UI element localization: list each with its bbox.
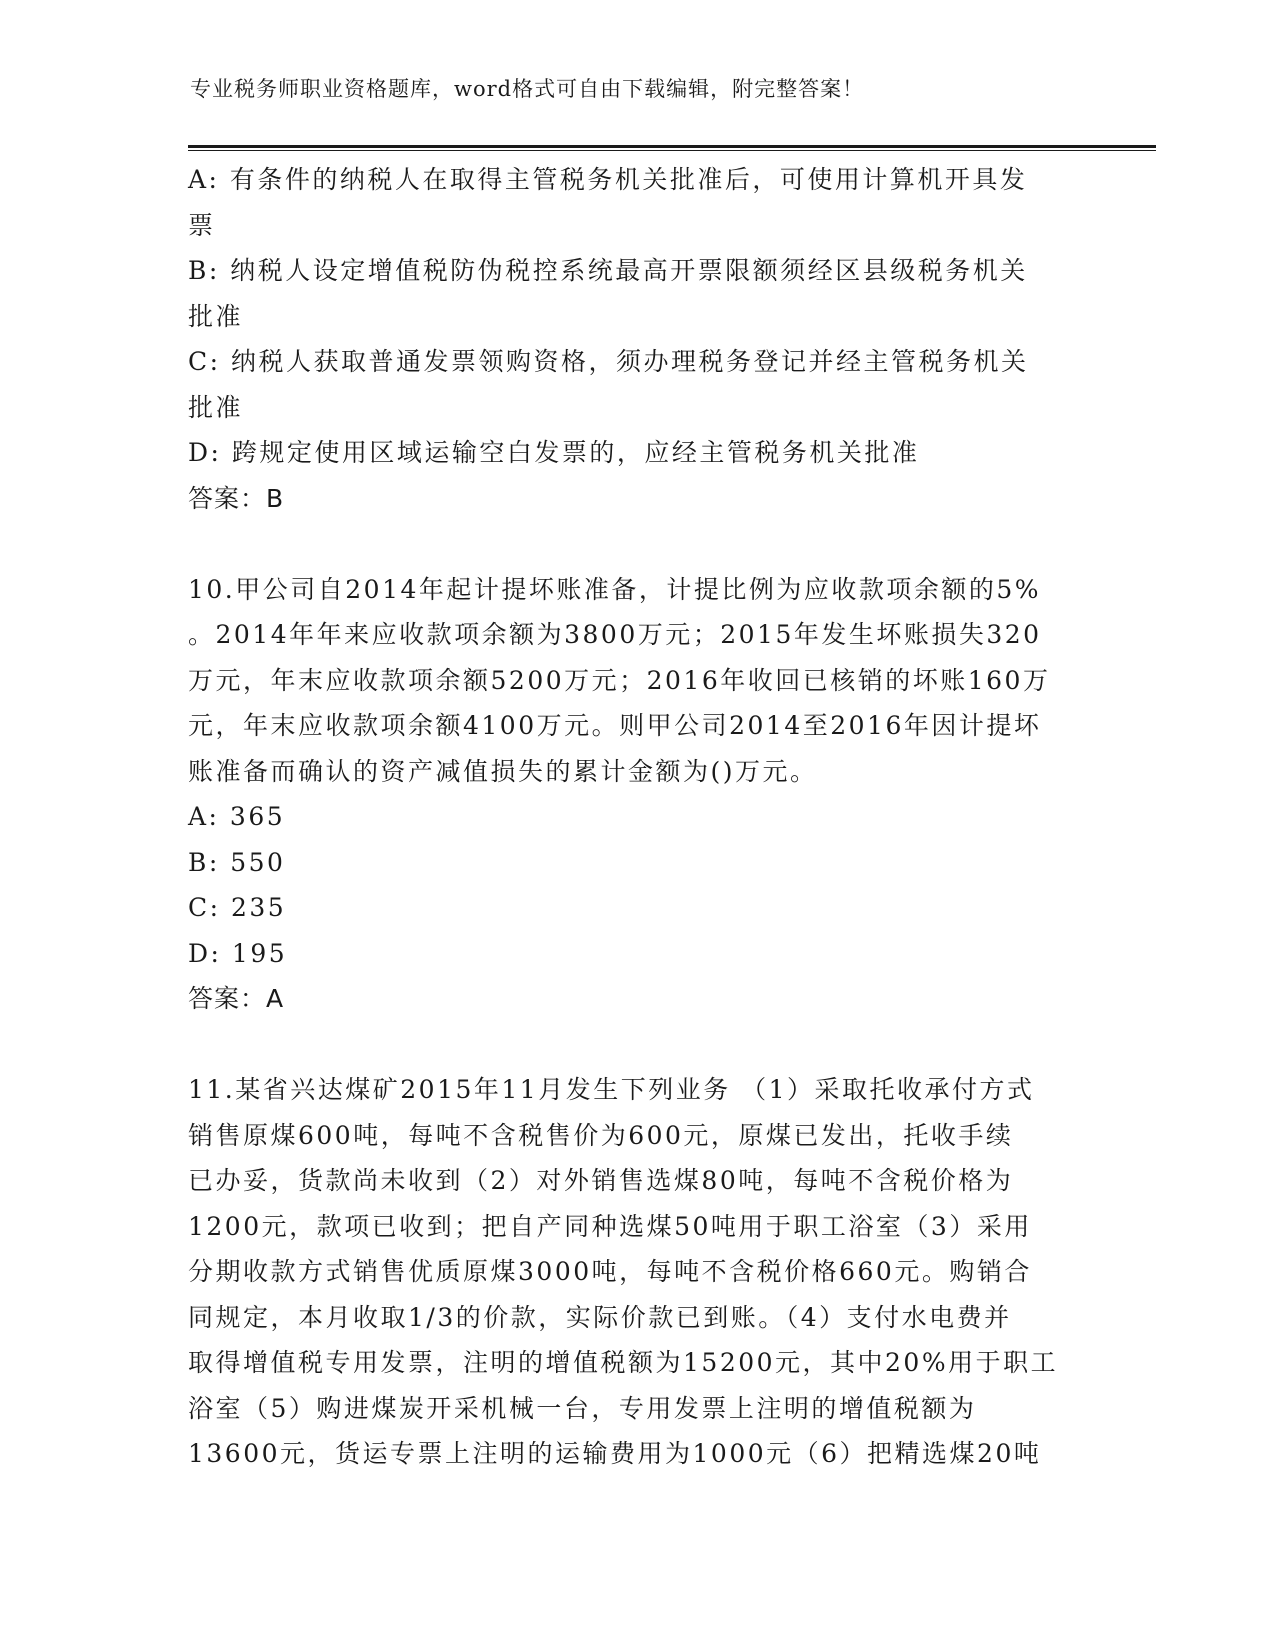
option-a: A: 365 xyxy=(188,802,286,831)
question-10-answer: 答案：A xyxy=(188,984,285,1013)
question-9-options xyxy=(188,157,1088,476)
option-c: C: 235 xyxy=(188,893,287,922)
stem-line: 同规定，本月收取1/3的价款，实际价款已到账。（4）支付水电费并 xyxy=(188,1302,1012,1332)
stem-line: 浴室（5）购进煤炭开采机械一台，专用发票上注明的增值税额为 xyxy=(188,1393,977,1423)
option-b-line-2: 批准 xyxy=(188,301,244,331)
stem-line: 元，年末应收款项余额4100万元。则甲公司2014至2016年因计提坏 xyxy=(188,711,1042,740)
stem-line: 13600元，货运专票上注明的运输费用为1000元（6）把精选煤20吨 xyxy=(188,1439,1042,1468)
option-b: B: 550 xyxy=(188,847,286,877)
stem-line: 。2014年年来应收款项余额为3800万元；2015年发生坏账损失320 xyxy=(188,620,1042,649)
stem-line: 账准备而确认的资产减值损失的累计金额为()万元。 xyxy=(188,756,818,786)
option-d: D: 195 xyxy=(188,938,288,968)
spacer xyxy=(188,521,1088,567)
stem-line: 销售原煤600吨，每吨不含税售价为600元，原煤已发出，托收手续 xyxy=(188,1120,1014,1150)
stem-line: 万元，年末应收款项余额5200万元；2016年收回已核销的坏账160万 xyxy=(188,665,1051,695)
question-9-answer: 答案：B xyxy=(188,483,285,513)
option-d-line-1: D: 跨规定使用区域运输空白发票的，应经主管税务机关批准 xyxy=(188,438,920,467)
header-note: 专业税务师职业资格题库，word格式可自由下载编辑，附完整答案！ xyxy=(190,77,865,101)
stem-line: 1200元，款项已收到；把自产同种选煤50吨用于职工浴室（3）采用 xyxy=(188,1211,1032,1241)
option-c-line-2: 批准 xyxy=(188,392,244,422)
stem-line: 10.甲公司自2014年起计提坏账准备，计提比例为应收款项余额的5% xyxy=(188,574,1042,604)
question-10-stem xyxy=(188,567,1088,795)
option-b-line-1: B: 纳税人设定增值税防伪税控系统最高开票限额须经区县级税务机关 xyxy=(188,256,1028,285)
question-content xyxy=(188,157,1088,1477)
stem-line: 已办妥，货款尚未收到（2）对外销售选煤80吨，每吨不含税价格为 xyxy=(188,1166,1014,1195)
question-10-options xyxy=(188,794,1088,976)
question-11-stem xyxy=(188,1067,1088,1477)
option-a-line-2: 票 xyxy=(188,210,216,240)
header-rule-thin xyxy=(188,150,1156,151)
header-rule-thick xyxy=(188,145,1156,148)
stem-line: 取得增值税专用发票，注明的增值税额为15200元，其中20%用于职工 xyxy=(188,1348,1059,1377)
spacer xyxy=(188,1022,1088,1068)
stem-line: 11.某省兴达煤矿2015年11月发生下列业务 （1）采取托收承付方式 xyxy=(188,1075,1035,1104)
option-a-line-1: A: 有条件的纳税人在取得主管税务机关批准后，可使用计算机开具发 xyxy=(188,165,1028,194)
stem-line: 分期收款方式销售优质原煤3000吨，每吨不含税价格660元。购销合 xyxy=(188,1257,1032,1286)
option-c-line-1: C: 纳税人获取普通发票领购资格，须办理税务登记并经主管税务机关 xyxy=(188,347,1029,376)
